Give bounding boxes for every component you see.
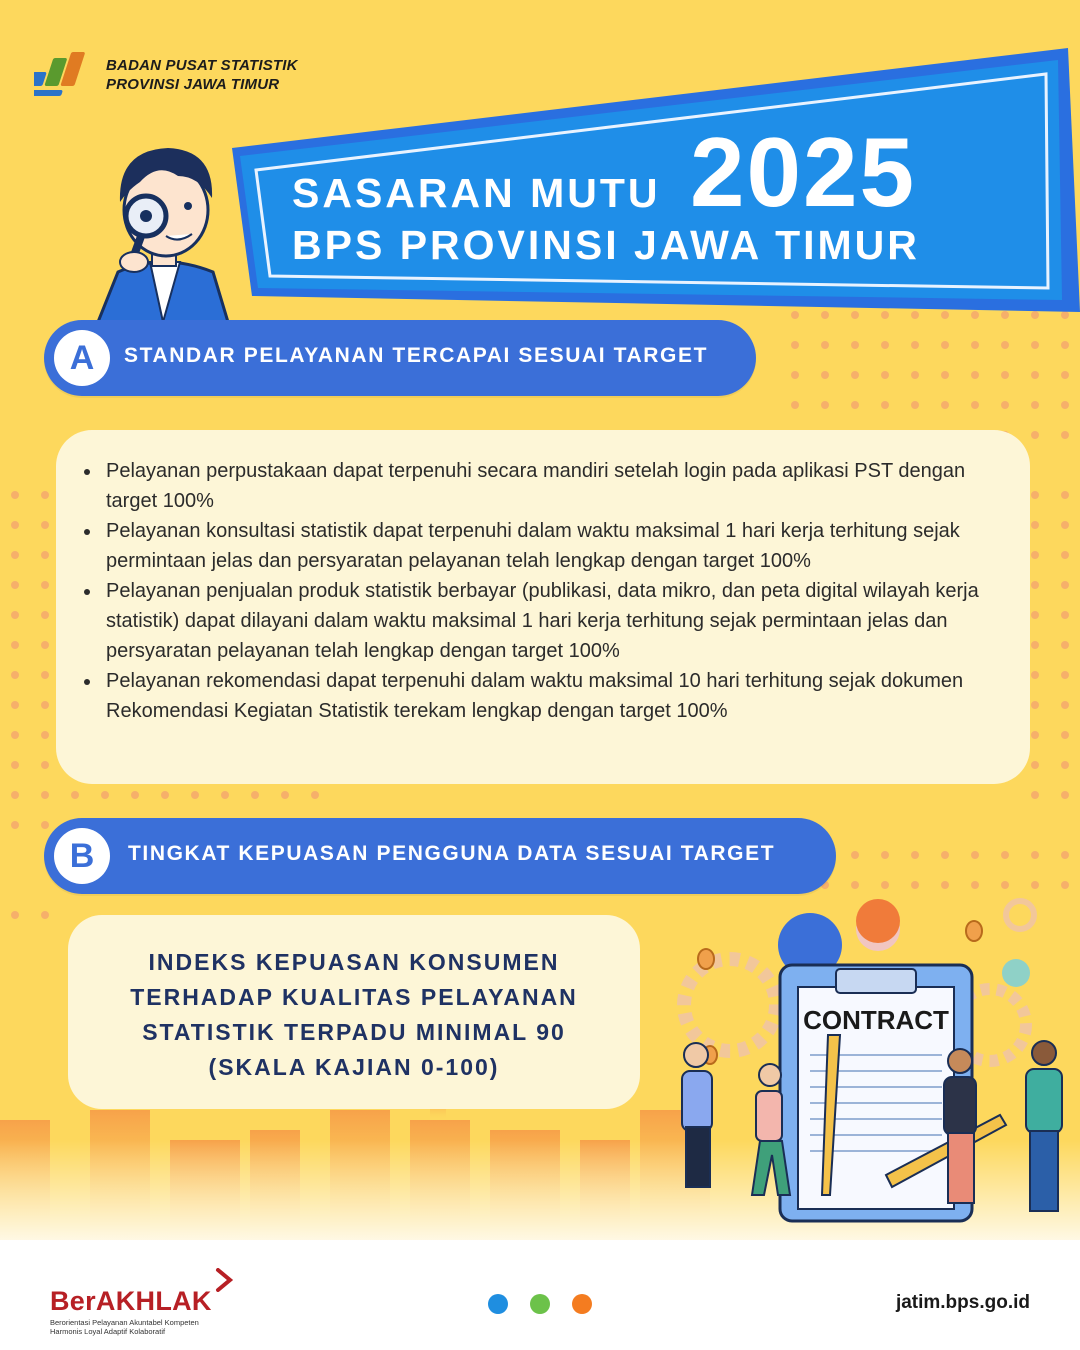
contract-label: CONTRACT [803, 1005, 949, 1035]
list-item: • Pelayanan penjualan produk statistik berbayar (publikasi, data mikro, dan peta digital wilayah kerja statistik) dapat dilayani dalam waktu maksimal 1 hari kerja terhitung sejak permintaan jelas dan persyaratan pelayanan telah lengkap dengan target 100% [102, 576, 1012, 666]
title-line2: BPS PROVINSI JAWA TIMUR [292, 222, 920, 268]
title-line1: SASARAN MUTU [292, 170, 661, 216]
tagline-line: Berorientasi Pelayanan Akuntabel Kompeten [50, 1318, 199, 1327]
section-a-header [44, 320, 756, 396]
decorative-dot-green [530, 1294, 550, 1314]
decorative-dot-orange [572, 1294, 592, 1314]
title-year: 2025 [690, 117, 917, 227]
section-b-letter: B [54, 828, 110, 884]
decorative-dot-blue [488, 1294, 508, 1314]
satisfaction-line: (SKALA KAJIAN 0-100) [208, 1054, 500, 1080]
chevron-right-icon [212, 1268, 236, 1292]
list-item: • Pelayanan perpustakaan dapat terpenuhi secara mandiri setelah login pada aplikasi PST dengan target 100% [102, 456, 1012, 516]
berakhlak-logo-text: BerAKHLAK [50, 1286, 212, 1316]
org-name-line1: BADAN PUSAT STATISTIK [106, 57, 298, 74]
section-b-header [44, 818, 836, 894]
section-a-heading: STANDAR PELAYANAN TERCAPAI SESUAI TARGET [124, 344, 708, 367]
satisfaction-line: INDEKS KEPUASAN KONSUMEN [148, 949, 560, 975]
satisfaction-line: TERHADAP KUALITAS PELAYANAN [130, 984, 578, 1010]
satisfaction-index-text [68, 945, 640, 1085]
tagline-line: Harmonis Loyal Adaptif Kolaboratif [50, 1327, 166, 1336]
mascot-with-magnifier-illustration [88, 132, 238, 322]
section-a-letter: A [54, 330, 110, 386]
section-a-card [56, 430, 1030, 784]
org-name-line2: PROVINSI JAWA TIMUR [106, 76, 280, 93]
service-standard-list [80, 456, 1012, 726]
list-item: • Pelayanan konsultasi statistik dapat terpenuhi dalam waktu maksimal 1 hari kerja terhitung sejak permintaan jelas dan persyaratan pelayanan telah lengkap dengan target 100% [102, 516, 1012, 576]
berakhlak-tagline [50, 1318, 250, 1336]
section-b-heading: TINGKAT KEPUASAN PENGGUNA DATA SESUAI TARGET [128, 842, 776, 865]
satisfaction-line: STATISTIK TERPADU MINIMAL 90 [142, 1019, 566, 1045]
contract-signing-illustration [660, 895, 1080, 1240]
section-b-card [68, 915, 640, 1109]
list-item: • Pelayanan rekomendasi dapat terpenuhi dalam waktu maksimal 10 hari terhitung sejak dokumen Rekomendasi Kegiatan Statistik terekam lengkap dengan target 100% [102, 666, 1012, 726]
website-url: jatim.bps.go.id [895, 1292, 1030, 1313]
